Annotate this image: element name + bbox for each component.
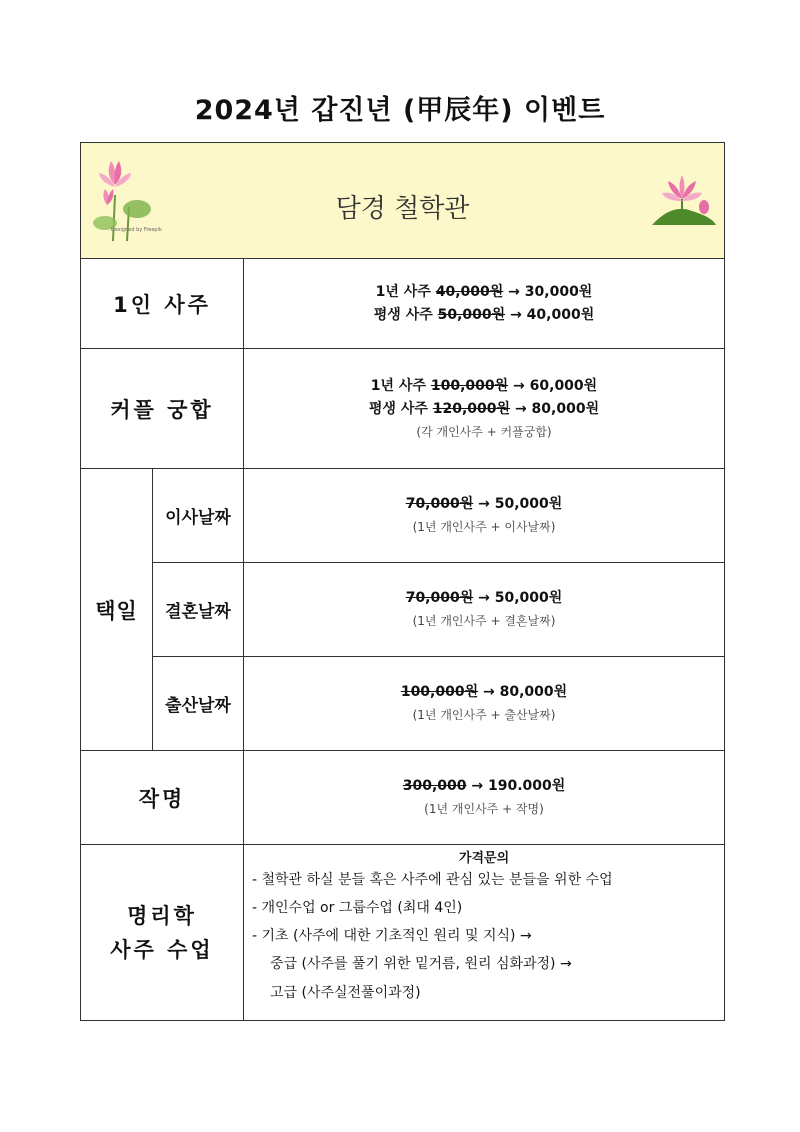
arrow-icon: →	[514, 400, 527, 417]
saju-line: 평생 사주 50,000원 → 40,000원	[373, 306, 595, 323]
arrow-icon: →	[510, 306, 522, 323]
price-table	[80, 142, 725, 1021]
old-price: 100,000원	[430, 377, 509, 394]
arrow-icon: →	[478, 496, 490, 512]
new-price: 50,000원	[494, 590, 563, 606]
arrow-icon: →	[508, 283, 520, 300]
moving-date-price	[244, 469, 725, 563]
old-price: 300,000	[402, 778, 467, 794]
taekil-label: 택일	[81, 469, 153, 751]
new-price: 50,000원	[494, 496, 563, 512]
moving-date-label: 이사날짜	[153, 469, 244, 563]
wedding-date-label: 결혼날짜	[153, 563, 244, 657]
old-price: 50,000원	[437, 306, 506, 323]
new-price: 60,000원	[529, 377, 598, 394]
page-title: 2024년 갑진년 (甲辰年) 이벤트	[194, 95, 606, 126]
class-line: - 개인수업 or 그룹수업 (최대 4인)	[252, 900, 463, 916]
saju-prices	[244, 259, 725, 349]
class-line: 고급 (사주실전풀이과정)	[270, 985, 421, 1001]
classes-label: 명리학 사주 수업	[81, 845, 244, 1021]
arrow-icon: →	[478, 590, 490, 606]
birth-date-note: (1년 개인사주 + 출산날짜)	[412, 708, 556, 722]
new-price: 80,000원	[531, 400, 600, 417]
class-line: 중급 (사주를 풀기 위한 밑거름, 원리 심화과정) →	[270, 956, 572, 972]
saju-label: 1인 사주	[81, 259, 244, 349]
wedding-date-price	[244, 563, 725, 657]
old-price: 70,000원	[405, 496, 474, 512]
price-inquiry-label: 가격문의	[458, 851, 510, 866]
couple-line: 1년 사주 100,000원 → 60,000원	[370, 377, 598, 394]
wedding-date-note: (1년 개인사주 + 결혼날짜)	[412, 614, 556, 628]
naming-label: 작명	[81, 751, 244, 845]
arrow-icon: →	[513, 377, 525, 394]
birth-date-price	[244, 657, 725, 751]
couple-label: 커플 궁합	[81, 349, 244, 469]
class-line: - 철학관 하실 분들 혹은 사주에 관심 있는 분들을 위한 수업	[252, 872, 613, 888]
logo-caption: Designed by Freepik	[111, 227, 162, 233]
naming-note: (1년 개인사주 + 작명)	[424, 802, 544, 816]
new-price: 40,000원	[526, 306, 595, 323]
old-price: 120,000원	[432, 400, 511, 417]
new-price: 190.000원	[487, 778, 566, 794]
arrow-icon: →	[483, 684, 495, 700]
shop-name: 담경 철학관	[335, 194, 470, 224]
birth-date-label: 출산날짜	[153, 657, 244, 751]
couple-line: 평생 사주 120,000원 → 80,000원	[368, 400, 600, 417]
old-price: 40,000원	[435, 283, 504, 300]
classes-details	[244, 845, 725, 1021]
old-price: 70,000원	[405, 590, 474, 606]
header-banner	[81, 143, 725, 259]
new-price: 30,000원	[524, 283, 593, 300]
old-price: 100,000원	[400, 684, 479, 700]
couple-note: (각 개인사주 + 커플궁합)	[416, 424, 552, 439]
couple-prices	[244, 349, 725, 469]
new-price: 80,000원	[499, 684, 568, 700]
naming-price	[244, 751, 725, 845]
saju-line: 1년 사주 40,000원 → 30,000원	[375, 283, 593, 300]
moving-date-note: (1년 개인사주 + 이사날짜)	[412, 520, 556, 534]
arrow-icon: →	[471, 778, 484, 794]
class-line: - 기초 (사주에 대한 기초적인 원리 및 지식) →	[252, 928, 532, 944]
lotus-right-icon	[652, 173, 716, 227]
